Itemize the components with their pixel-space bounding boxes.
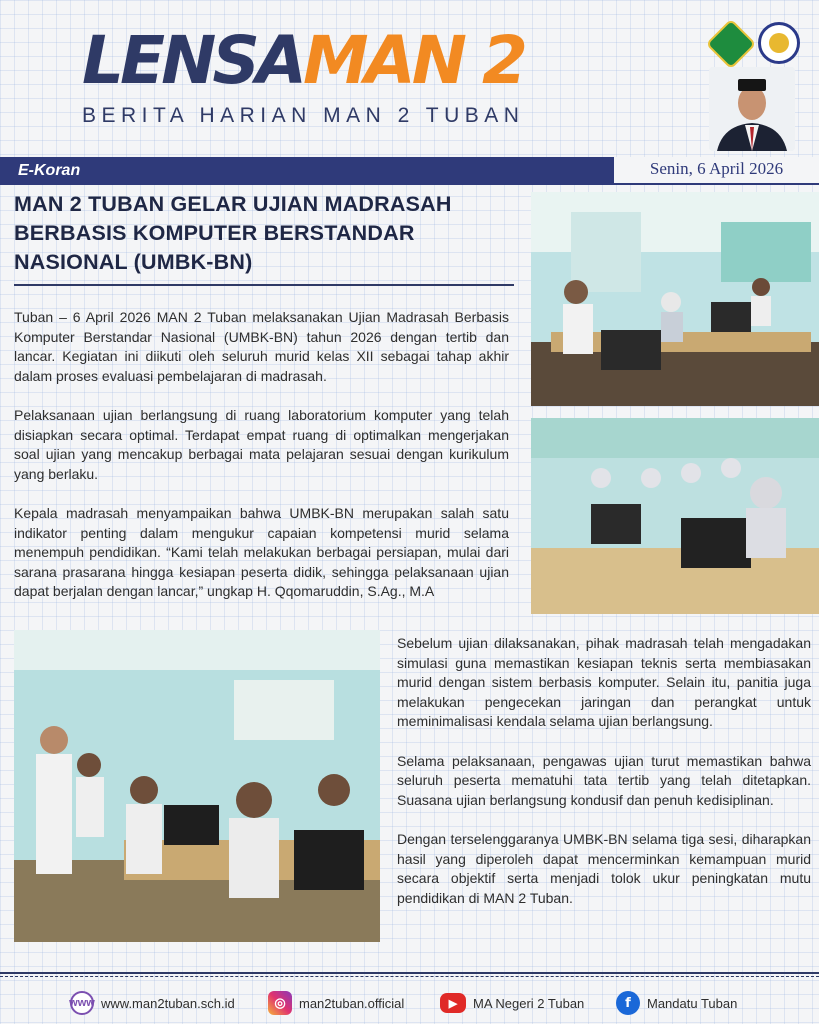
footer-facebook-link[interactable] [616,990,737,1016]
brand-logo [82,22,552,100]
headline-divider [14,284,514,286]
paragraph: Tuban – 6 April 2026 MAN 2 Tuban melaksanakan Ujian Madrasah Berbasis Komputer Berstandar Nasional (UMBK-BN) tahun 2026 dengan tertib dan lancar. Kegiatan ini diikuti oleh seluruh murid kelas XII sebagai tahap akhir dalam proses evaluasi pembelajaran di madrasah. [14,309,509,384]
article-body-left [14,308,509,622]
exam-photo-3 [14,630,380,942]
issue-date: Senin, 6 April 2026 [614,157,819,185]
globe-icon: www [70,991,94,1015]
instagram-text: man2tuban.official [299,995,405,1011]
website-text: www.man2tuban.sch.id [101,995,235,1011]
footer-youtube-link[interactable] [440,990,584,1016]
article-body-right [397,634,811,928]
school-emblem-icon [758,22,800,64]
facebook-text: Mandatu Tuban [647,995,738,1011]
paragraph: Selama pelaksanaan, pengawas ujian turut memastikan bahwa seluruh peserta mematuhi tata tertib yang telah ditetapkan. Suasana ujian berlangsung kondusif dan penuh kedisiplinan. [397,752,811,808]
footer-divider-dashed [0,976,819,977]
logo-lensa: LENSA [82,22,303,99]
section-label: E-Koran [0,157,160,185]
headmaster-portrait [709,67,795,151]
exam-photo-2 [531,418,819,614]
instagram-icon: ◎ [268,991,292,1015]
logo-man2: MAN 2 [303,22,524,99]
paragraph: Pelaksanaan ujian berlangsung di ruang laboratorium komputer yang telah disiapkan secara optimal. Terdapat empat ruang di optimalkan mengerjakan soal ujian yang mencakup berbagai mata pelajaran sesuai dengan kurikulum yang berlaku. [14,407,509,482]
exam-photo-1 [531,192,819,406]
paragraph: Sebelum ujian dilaksanakan, pihak madrasah telah mengadakan simulasi guna memastikan kesiapan teknis serta membiasakan murid dengan sistem berbasis komputer. Selain itu, panitia juga melakukan pengecekan jaringan dan perangkat untuk meminimalisasi kendala selama ujian berlangsung. [397,635,811,729]
footer-instagram-link[interactable] [268,990,404,1016]
youtube-icon: ▶ [440,993,466,1013]
article-headline: MAN 2 TUBAN GELAR UJIAN MADRASAH BERBASIS KOMPUTER BERSTANDAR NASIONAL (UMBK-BN) [14,192,452,274]
footer-website-link[interactable] [70,990,235,1016]
paragraph: Dengan terselenggaranya UMBK-BN selama tiga sesi, diharapkan hasil yang diperoleh dapat mencerminkan kemampuan murid secara objektif serta menjadi tolok ukur peningkatan mutu pendidikan di MAN 2 Tuban. [397,831,811,906]
tagline: BERITA HARIAN MAN 2 TUBAN [82,104,525,127]
footer-divider [0,972,819,974]
kemenag-emblem-icon [706,19,757,70]
paragraph: Kepala madrasah menyampaikan bahwa UMBK-BN merupakan salah satu indikator penting dalam mengukur capaian kompetensi murid selama menempuh pendidikan. “Kami telah melakukan berbagai persiapan, mulai dari sarana prasarana hingga kesiapan peserta didik, sehingga pelaksanaan ujian dapat berjalan dengan lancar,” ungkap H. Qqomaruddin, S.Ag., M.A [14,505,509,599]
facebook-icon: f [616,991,640,1015]
youtube-text: MA Negeri 2 Tuban [473,995,585,1011]
